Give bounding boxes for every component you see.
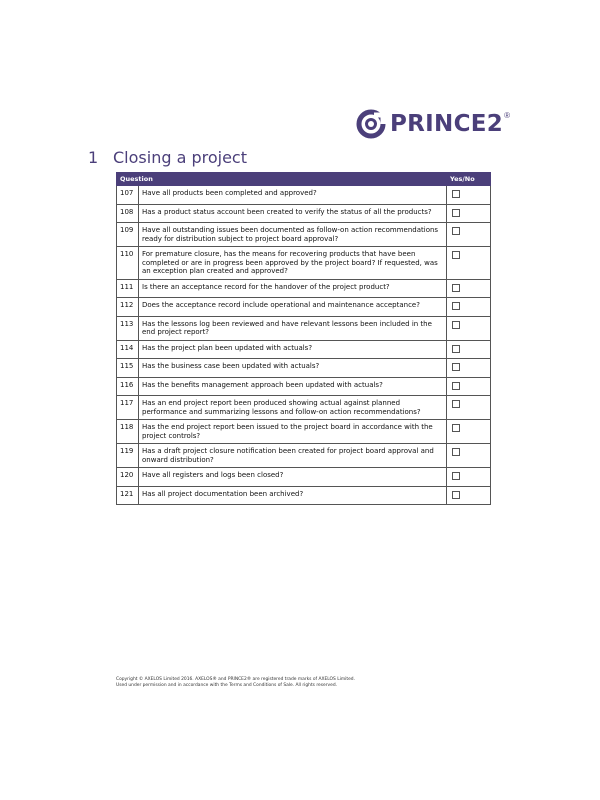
header-yes-no: Yes/No <box>447 173 491 186</box>
question-number: 121 <box>117 486 139 505</box>
yes-no-checkbox[interactable] <box>452 251 460 259</box>
header-question: Question <box>117 173 447 186</box>
question-number: 115 <box>117 359 139 378</box>
yes-no-checkbox[interactable] <box>452 190 460 198</box>
question-number: 114 <box>117 340 139 359</box>
copyright-line-2: Used under permission and in accordance with the Terms and Conditions of Sale. All rights reserved. <box>116 683 338 688</box>
question-text: Has the benefits management approach been updated with actuals? <box>139 377 447 396</box>
table-row <box>117 468 491 487</box>
yes-no-cell <box>447 420 491 444</box>
yes-no-checkbox[interactable] <box>452 209 460 217</box>
section-heading <box>88 148 247 167</box>
yes-no-checkbox[interactable] <box>452 363 460 371</box>
question-text: Has all project documentation been archived? <box>139 486 447 505</box>
copyright-line-1: Copyright © AXELOS Limited 2016. AXELOS® and PRINCE2® are registered trade marks of AXELOS Limited. <box>116 677 355 682</box>
question-text: Have all outstanding issues been documented as follow-on action recommendations ready for distribution subject to project board approval? <box>139 223 447 247</box>
question-number: 120 <box>117 468 139 487</box>
question-number: 113 <box>117 316 139 340</box>
yes-no-cell <box>447 468 491 487</box>
table-row <box>117 223 491 247</box>
yes-no-cell <box>447 247 491 280</box>
checklist-body <box>117 186 491 505</box>
yes-no-cell <box>447 316 491 340</box>
question-number: 107 <box>117 186 139 205</box>
yes-no-cell <box>447 298 491 317</box>
checklist-table <box>116 172 491 505</box>
table-row <box>117 247 491 280</box>
table-header-row <box>117 173 491 186</box>
section-title: Closing a project <box>113 148 247 167</box>
logo-wordmark: PRINCE2 <box>390 111 504 137</box>
yes-no-cell <box>447 340 491 359</box>
yes-no-cell <box>447 223 491 247</box>
question-number: 118 <box>117 420 139 444</box>
yes-no-cell <box>447 377 491 396</box>
table-row <box>117 359 491 378</box>
logo-registered-mark: ® <box>504 110 510 120</box>
question-text: Is there an acceptance record for the handover of the project product? <box>139 279 447 298</box>
yes-no-checkbox[interactable] <box>452 382 460 390</box>
copyright-notice <box>116 677 516 689</box>
question-text: Has the business case been updated with actuals? <box>139 359 447 378</box>
table-row <box>117 444 491 468</box>
yes-no-cell <box>447 396 491 420</box>
question-text: Does the acceptance record include operational and maintenance acceptance? <box>139 298 447 317</box>
table-row <box>117 377 491 396</box>
table-row <box>117 486 491 505</box>
question-number: 111 <box>117 279 139 298</box>
question-number: 117 <box>117 396 139 420</box>
table-row <box>117 396 491 420</box>
table-row <box>117 340 491 359</box>
question-number: 119 <box>117 444 139 468</box>
question-number: 108 <box>117 204 139 223</box>
yes-no-checkbox[interactable] <box>452 448 460 456</box>
table-row <box>117 420 491 444</box>
question-text: Has the lessons log been reviewed and have relevant lessons been included in the end project report? <box>139 316 447 340</box>
table-row <box>117 204 491 223</box>
yes-no-checkbox[interactable] <box>452 302 460 310</box>
question-number: 112 <box>117 298 139 317</box>
question-text: For premature closure, has the means for recovering products that have been completed or are in progress been approved by the project board? If requested, was an exception plan created and approved? <box>139 247 447 280</box>
question-text: Has the end project report been issued to the project board in accordance with the project controls? <box>139 420 447 444</box>
question-number: 110 <box>117 247 139 280</box>
question-text: Has a product status account been created to verify the status of all the products? <box>139 204 447 223</box>
yes-no-cell <box>447 204 491 223</box>
table-row <box>117 316 491 340</box>
yes-no-checkbox[interactable] <box>452 472 460 480</box>
yes-no-checkbox[interactable] <box>452 491 460 499</box>
yes-no-cell <box>447 444 491 468</box>
section-number: 1 <box>88 148 99 167</box>
question-text: Has a draft project closure notification been created for project board approval and onward distribution? <box>139 444 447 468</box>
question-text: Have all products been completed and approved? <box>139 186 447 205</box>
question-number: 116 <box>117 377 139 396</box>
question-number: 109 <box>117 223 139 247</box>
yes-no-cell <box>447 359 491 378</box>
question-text: Have all registers and logs been closed? <box>139 468 447 487</box>
yes-no-checkbox[interactable] <box>452 284 460 292</box>
yes-no-cell <box>447 279 491 298</box>
yes-no-checkbox[interactable] <box>452 321 460 329</box>
table-row <box>117 186 491 205</box>
question-text: Has the project plan been updated with actuals? <box>139 340 447 359</box>
table-row <box>117 279 491 298</box>
yes-no-checkbox[interactable] <box>452 400 460 408</box>
yes-no-cell <box>447 186 491 205</box>
question-text: Has an end project report been produced showing actual against planned performance and summarizing lessons and follow-on action recommendations? <box>139 396 447 420</box>
prince2-logo-icon <box>356 109 386 139</box>
yes-no-checkbox[interactable] <box>452 345 460 353</box>
table-row <box>117 298 491 317</box>
yes-no-checkbox[interactable] <box>452 227 460 235</box>
yes-no-cell <box>447 486 491 505</box>
yes-no-checkbox[interactable] <box>452 424 460 432</box>
prince2-logo <box>356 108 510 140</box>
